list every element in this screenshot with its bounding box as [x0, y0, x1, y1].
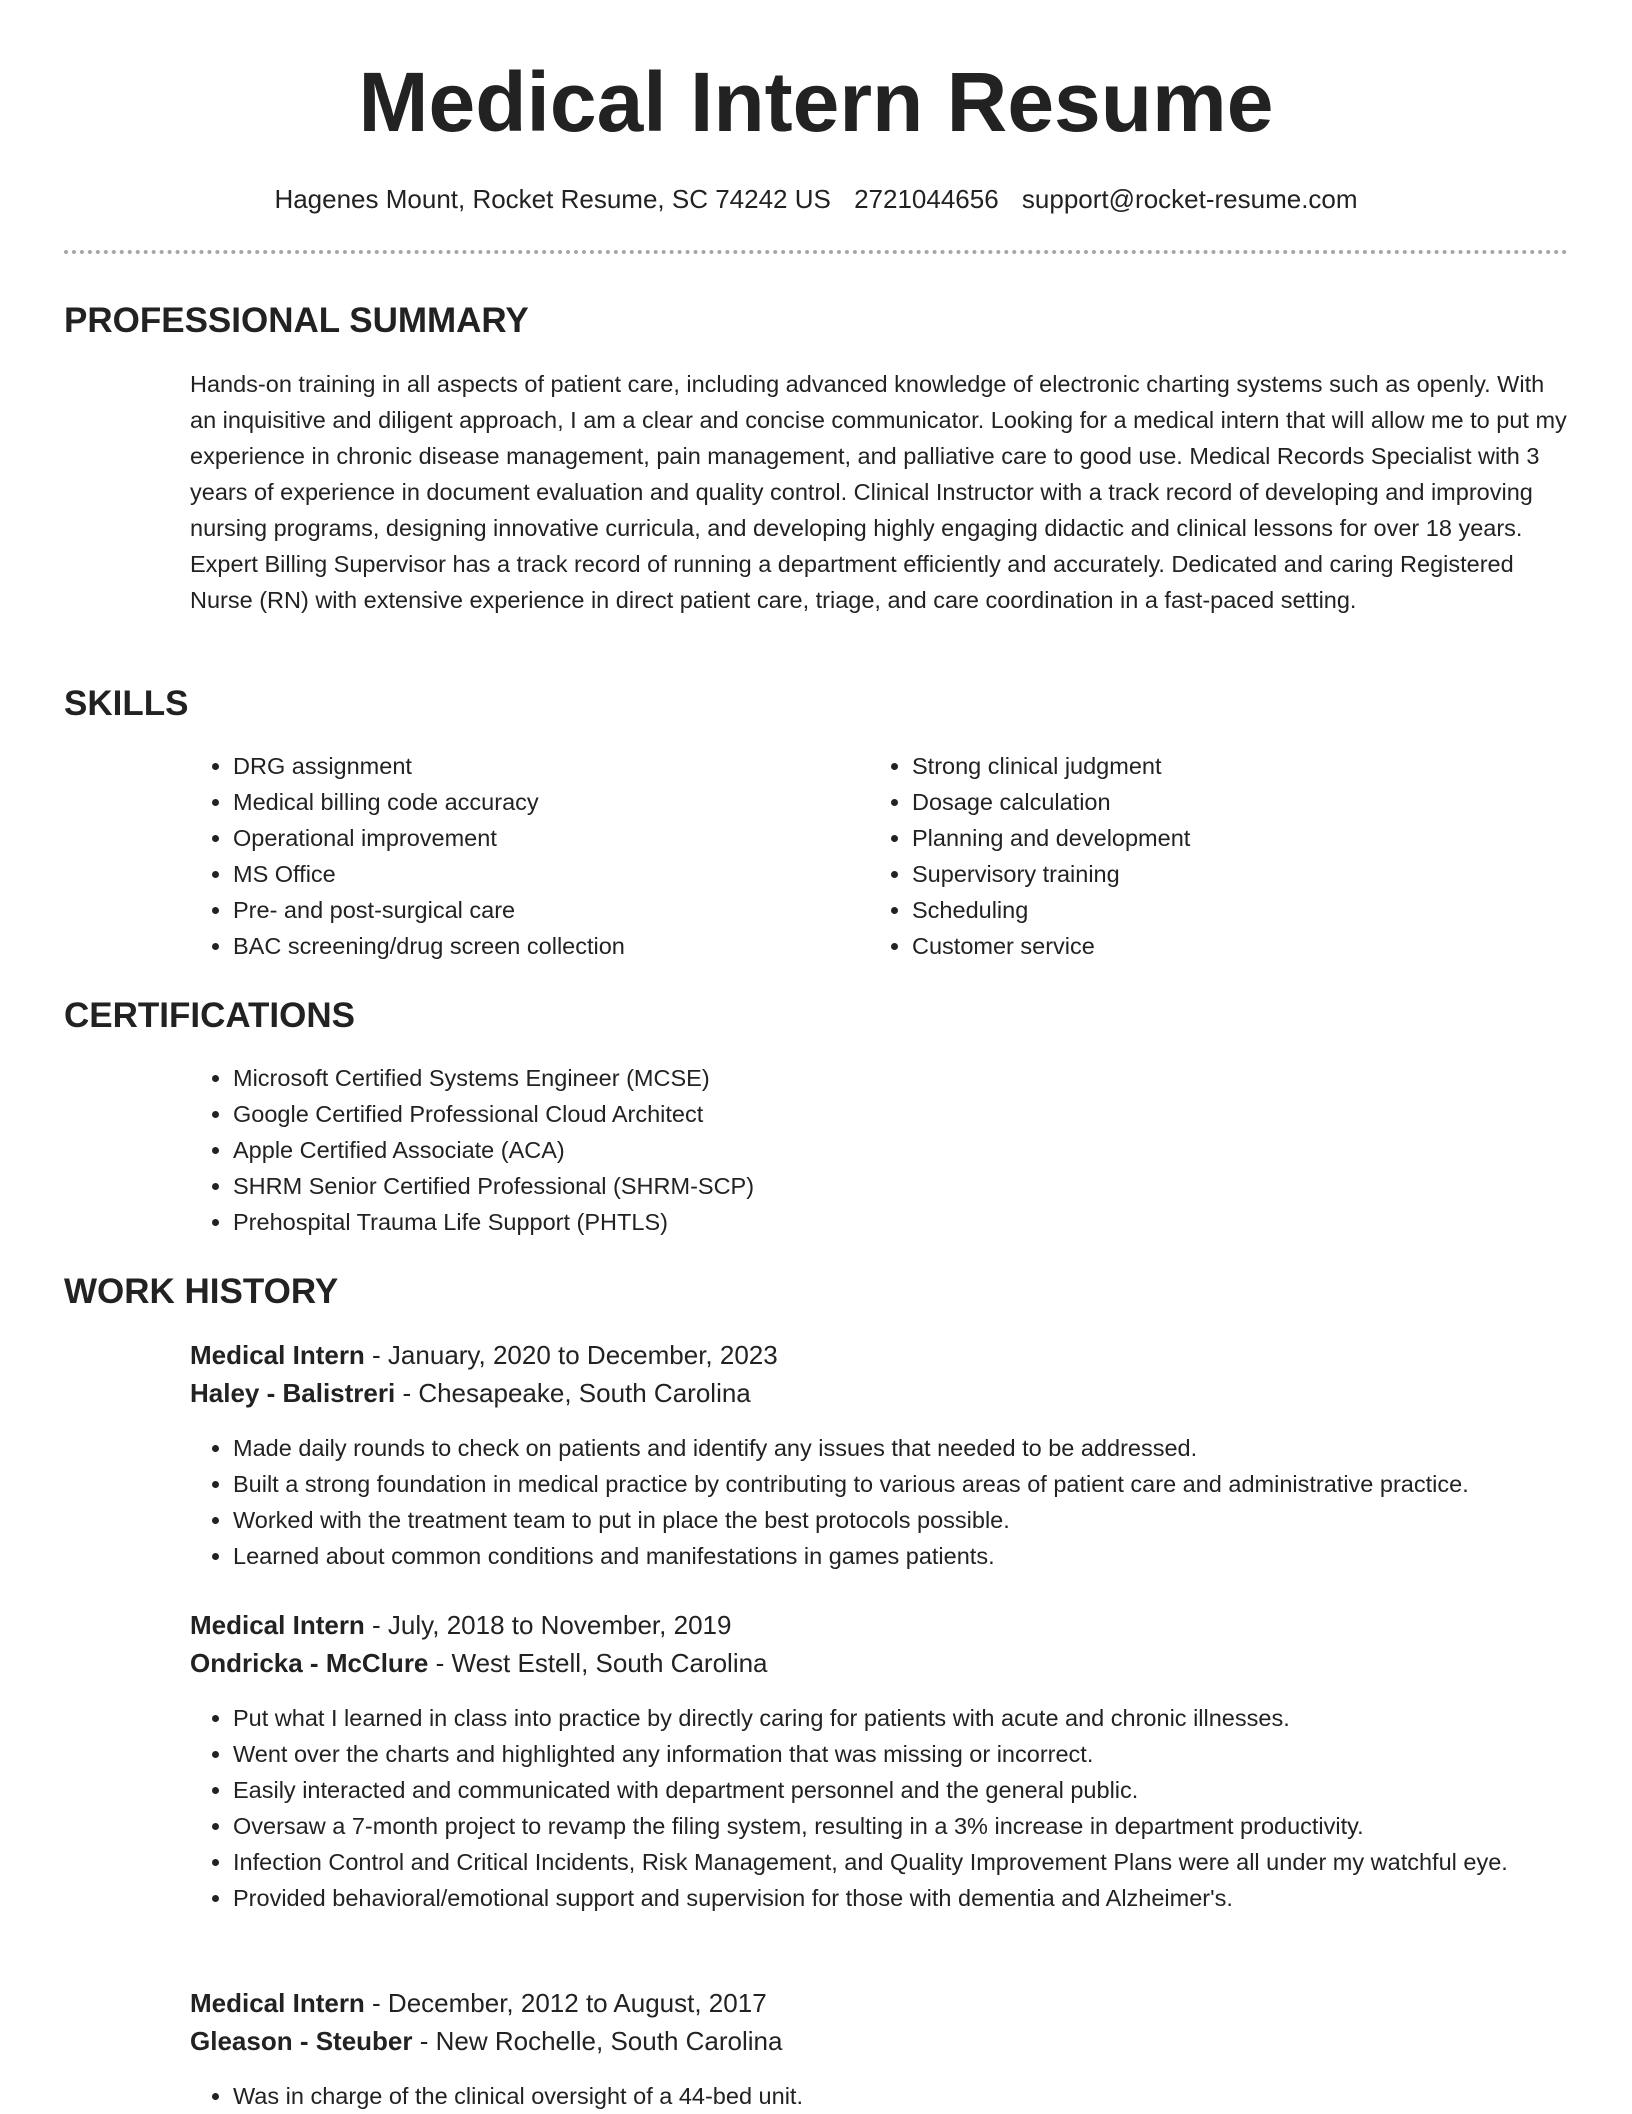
list-item: • MS Office [233, 856, 853, 892]
job-dates: - July, 2018 to November, 2019 [364, 1610, 732, 1640]
list-item: • Supervisory training [912, 856, 1572, 892]
job-location: - Chesapeake, South Carolina [395, 1378, 751, 1408]
contact-email: support@rocket-resume.com [1021, 184, 1358, 214]
job-location: - West Estell, South Carolina [428, 1648, 768, 1678]
job-location: - New Rochelle, South Carolina [412, 2026, 783, 2056]
job-bullets [189, 2078, 1623, 2114]
list-item: • Strong clinical judgment [912, 748, 1572, 784]
list-item: • Google Certified Professional Cloud Architect [233, 1096, 1533, 1132]
job-company-line [190, 1375, 751, 1411]
header-divider [64, 250, 1568, 254]
list-item: • DRG assignment [233, 748, 853, 784]
list-item: • Worked with the treatment team to put in place the best protocols possible. [233, 1502, 1623, 1538]
list-item: • Oversaw a 7-month project to revamp the filing system, resulting in a 3% increase in department productivity. [233, 1808, 1623, 1844]
job-company: Ondricka - McClure [190, 1648, 429, 1678]
list-item: • Customer service [912, 928, 1572, 964]
contact-phone: 2721044656 [854, 184, 999, 214]
list-item: • Pre- and post-surgical care [233, 892, 853, 928]
list-item: • Dosage calculation [912, 784, 1572, 820]
list-item: • Was in charge of the clinical oversight of a 44-bed unit. [233, 2078, 1623, 2114]
job-dates: - December, 2012 to August, 2017 [364, 1988, 767, 2018]
contact-line [0, 181, 1632, 217]
skills-heading: SKILLS [64, 684, 189, 723]
job-title: Medical Intern [190, 1610, 365, 1640]
list-item: • Planning and development [912, 820, 1572, 856]
list-item: • Provided behavioral/emotional support and supervision for those with dementia and Alzheimer's. [233, 1880, 1623, 1916]
job-bullets [189, 1430, 1623, 1574]
job-title: Medical Intern [190, 1340, 365, 1370]
job-company-line [190, 1645, 768, 1681]
list-item: • Microsoft Certified Systems Engineer (MCSE) [233, 1060, 1533, 1096]
contact-address: Hagenes Mount, Rocket Resume, SC 74242 US [274, 184, 831, 214]
list-item: • Infection Control and Critical Incidents, Risk Management, and Quality Improvement Plans were all under my watchful eye. [233, 1844, 1623, 1880]
list-item: • Medical billing code accuracy [233, 784, 853, 820]
work-history-heading: WORK HISTORY [64, 1272, 339, 1311]
job-title-line [190, 1607, 731, 1643]
summary-heading: PROFESSIONAL SUMMARY [64, 301, 529, 340]
job-company: Haley - Balistreri [190, 1378, 396, 1408]
resume-title: Medical Intern Resume [358, 55, 1274, 149]
list-item: • Learned about common conditions and manifestations in games patients. [233, 1538, 1623, 1574]
job-company: Gleason - Steuber [190, 2026, 413, 2056]
list-item: • Easily interacted and communicated with department personnel and the general public. [233, 1772, 1623, 1808]
summary-text: Hands-on training in all aspects of patient care, including advanced knowledge of electronic charting systems such as openly. With an inquisitive and diligent approach, I am a clear and concise communicator. Looking for a medical intern that will allow me to put my experience in chronic disease management, pain management, and palliative care to good use. Medical Records Specialist with 3 years of experience in document evaluation and quality control. Clinical Instructor with a track record of developing and improving nursing programs, designing innovative curricula, and developing highly engaging didactic and clinical lessons for over 18 years. Expert Billing Supervisor has a track record of running a department efficiently and accurately. Dedicated and caring Registered Nurse (RN) with extensive experience in direct patient care, triage, and care coordination in a fast-paced setting. [190, 371, 1567, 613]
skills-list-left [189, 748, 853, 964]
certifications-list [189, 1060, 1533, 1240]
job-dates: - January, 2020 to December, 2023 [364, 1340, 778, 1370]
list-item: • Prehospital Trauma Life Support (PHTLS) [233, 1204, 1533, 1240]
certifications-heading: CERTIFICATIONS [64, 996, 356, 1035]
list-item: • Scheduling [912, 892, 1572, 928]
job-bullets [189, 1700, 1623, 1916]
list-item: • Made daily rounds to check on patients and identify any issues that needed to be addressed. [233, 1430, 1623, 1466]
list-item: • Operational improvement [233, 820, 853, 856]
list-item: • Went over the charts and highlighted any information that was missing or incorrect. [233, 1736, 1623, 1772]
job-title-line [190, 1985, 767, 2021]
job-title-line [190, 1337, 778, 1373]
job-title: Medical Intern [190, 1988, 365, 2018]
list-item: • Put what I learned in class into practice by directly caring for patients with acute and chronic illnesses. [233, 1700, 1623, 1736]
list-item: • BAC screening/drug screen collection [233, 928, 853, 964]
list-item: • Apple Certified Associate (ACA) [233, 1132, 1533, 1168]
list-item: • Built a strong foundation in medical practice by contributing to various areas of patient care and administrative practice. [233, 1466, 1623, 1502]
job-company-line [190, 2023, 782, 2059]
list-item: • SHRM Senior Certified Professional (SHRM-SCP) [233, 1168, 1533, 1204]
skills-list-right [868, 748, 1572, 964]
